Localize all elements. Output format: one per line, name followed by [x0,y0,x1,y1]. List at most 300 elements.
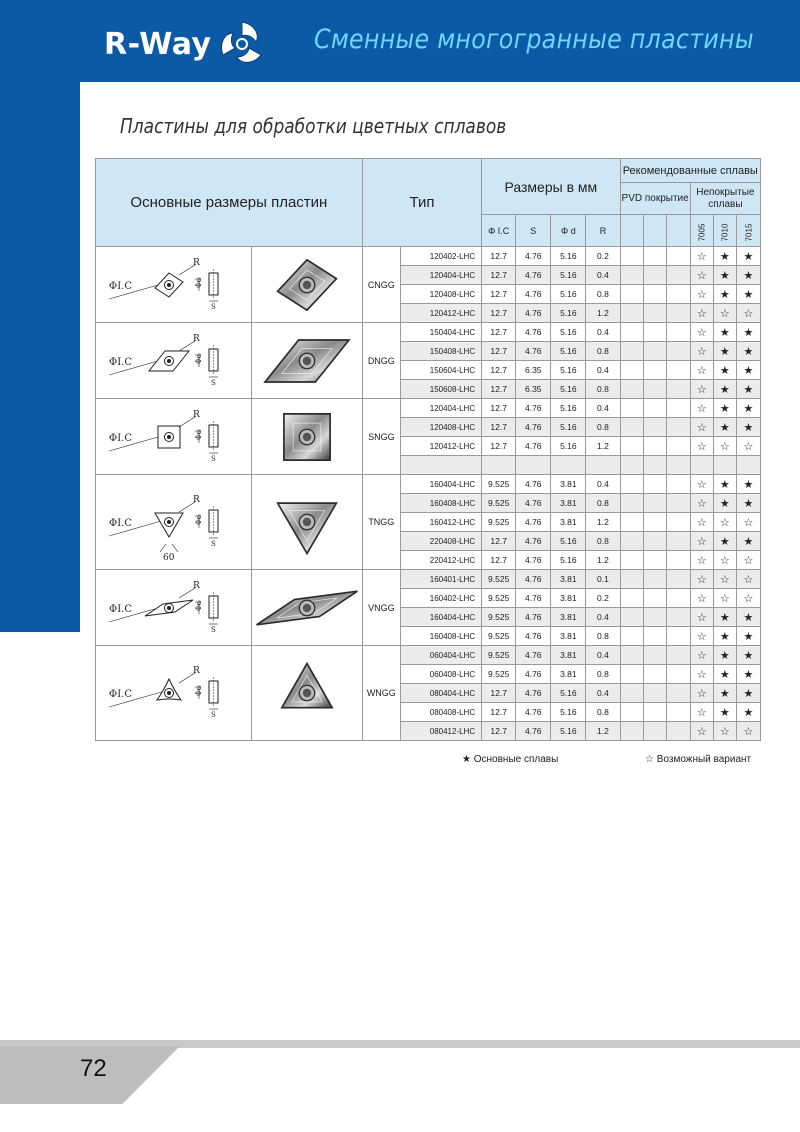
insert-code: 160408-LHC [400,494,481,513]
cell-pvd [666,532,690,551]
grade-mark: ☆ [713,304,736,323]
cell-r: 0.4 [586,475,620,494]
grade-mark: ☆ [690,418,713,437]
header-grade-7015 [736,215,760,247]
cell-pvd [643,323,666,342]
grade-mark: ★ [713,608,736,627]
cell-r: 0.4 [586,684,620,703]
cell-ic: 12.7 [482,304,516,323]
cell-s: 4.76 [516,494,551,513]
grade-label: 7010 [720,223,730,241]
insert-code: 080404-LHC [400,684,481,703]
cell-d: 3.81 [551,627,586,646]
cell-pvd [643,608,666,627]
inserts-table [95,158,761,741]
grade-mark: ★ [736,646,760,665]
grade-label: 7005 [697,223,707,241]
cell-pvd [666,570,690,589]
cell-d: 5.16 [551,285,586,304]
cell-ic: 12.7 [482,399,516,418]
grade-mark: ★ [736,285,760,304]
insert-code: 060408-LHC [400,665,481,684]
cell-pvd [666,589,690,608]
grade-mark: ☆ [690,437,713,456]
cell-pvd [620,475,643,494]
table-row [96,475,761,494]
cell-s: 4.76 [516,304,551,323]
cell-d: 5.16 [551,323,586,342]
cell-r: 0.8 [586,532,620,551]
cell-pvd [643,399,666,418]
svg-text:ΦI.C: ΦI.C [108,603,132,615]
header-title: Сменные многогранные пластины [314,24,754,55]
svg-text:R: R [192,666,200,676]
cell-r: 0.8 [586,703,620,722]
grade-mark: ☆ [690,399,713,418]
cell-r: 0.8 [586,418,620,437]
cell-d: 3.81 [551,513,586,532]
svg-text:Φd: Φd [194,277,203,288]
insert-code: 120402-LHC [400,247,481,266]
cell-d: 5.16 [551,380,586,399]
cell-s: 4.76 [516,323,551,342]
grade-mark: ★ [736,532,760,551]
insert-type: SNGG [362,399,400,475]
svg-text:Φd: Φd [194,514,203,525]
cell-pvd [666,380,690,399]
grade-mark: ☆ [690,589,713,608]
cell-ic: 9.525 [482,646,516,665]
cell-r: 1.2 [586,551,620,570]
cell-pvd [643,285,666,304]
svg-text:R: R [192,495,200,505]
header-pvd-blank [666,215,690,247]
cell-ic: 9.525 [482,627,516,646]
grade-mark: ☆ [690,532,713,551]
grade-mark: ★ [736,665,760,684]
cell-d [551,456,586,475]
insert-code: 220412-LHC [400,551,481,570]
header-s: S [516,215,551,247]
cell-pvd [620,304,643,323]
svg-text:Φd: Φd [194,353,203,364]
cell-pvd [620,380,643,399]
cell-r: 1.2 [586,437,620,456]
cell-pvd [620,722,643,741]
cell-pvd [620,247,643,266]
svg-text:S: S [210,302,216,311]
cell-r: 0.4 [586,399,620,418]
table-row [96,323,761,342]
grade-mark: ★ [736,266,760,285]
header-pvd-blank [620,215,643,247]
cell-pvd [666,418,690,437]
grade-mark: ★ [713,399,736,418]
cell-pvd [643,570,666,589]
cell-pvd [666,665,690,684]
insert-code: 150408-LHC [400,342,481,361]
cell-r: 0.8 [586,494,620,513]
cell-ic: 12.7 [482,323,516,342]
cell-pvd [643,589,666,608]
grade-mark: ☆ [690,627,713,646]
cell-ic [482,456,516,475]
cell-pvd [643,380,666,399]
grade-mark: ★ [713,361,736,380]
cell-d: 5.16 [551,684,586,703]
grade-mark: ☆ [690,285,713,304]
grade-mark: ☆ [690,703,713,722]
grade-mark: ★ [736,380,760,399]
header-type: Тип [362,159,481,247]
insert-code [400,456,481,475]
page-number: 72 [80,1055,107,1082]
cell-r: 0.8 [586,285,620,304]
vngg-dimension-drawing-icon [96,570,252,646]
insert-code: 120408-LHC [400,285,481,304]
svg-text:R: R [192,580,200,591]
grade-mark: ★ [713,532,736,551]
tngg-insert-icon [252,475,362,570]
insert-code: 160404-LHC [400,475,481,494]
cell-pvd [643,627,666,646]
cell-ic: 12.7 [482,342,516,361]
cell-pvd [666,361,690,380]
dngg-insert-icon [252,323,362,399]
cell-d: 3.81 [551,646,586,665]
cell-pvd [620,361,643,380]
grade-mark: ☆ [690,342,713,361]
cell-d: 3.81 [551,665,586,684]
dngg-dimension-drawing-icon [96,323,252,399]
cell-pvd [620,456,643,475]
grade-mark: ★ [736,684,760,703]
grade-mark: ★ [736,494,760,513]
insert-code: 120404-LHC [400,399,481,418]
grade-mark: ☆ [690,513,713,532]
cell-ic: 9.525 [482,608,516,627]
grade-mark: ★ [713,665,736,684]
cell-d: 3.81 [551,494,586,513]
brand-logo [104,22,268,66]
grade-mark: ★ [713,494,736,513]
cell-pvd [666,456,690,475]
table-row [96,247,761,266]
svg-text:Φd: Φd [194,429,203,440]
svg-text:S: S [210,711,216,719]
cell-d: 3.81 [551,475,586,494]
svg-text:ΦI.C: ΦI.C [108,518,132,529]
grade-mark: ★ [736,608,760,627]
cell-r: 1.2 [586,513,620,532]
cell-pvd [666,285,690,304]
cell-s: 4.76 [516,646,551,665]
cell-s: 4.76 [516,266,551,285]
cell-s: 4.76 [516,532,551,551]
cell-s: 4.76 [516,513,551,532]
insert-code: 120412-LHC [400,437,481,456]
cell-s: 4.76 [516,684,551,703]
grade-mark: ☆ [690,361,713,380]
cell-pvd [666,494,690,513]
grade-mark: ★ [713,475,736,494]
grade-mark: ★ [713,380,736,399]
grade-mark: ☆ [690,247,713,266]
cell-pvd [643,646,666,665]
grade-mark: ☆ [736,570,760,589]
cell-s: 6.35 [516,380,551,399]
cell-ic: 12.7 [482,266,516,285]
grade-mark: ☆ [690,323,713,342]
grade-mark: ☆ [713,513,736,532]
cell-pvd [666,551,690,570]
cell-r: 1.2 [586,304,620,323]
cell-pvd [643,722,666,741]
cell-ic: 9.525 [482,665,516,684]
cell-pvd [643,665,666,684]
cell-s: 4.76 [516,665,551,684]
svg-text:ΦI.C: ΦI.C [108,432,132,444]
cell-s: 4.76 [516,437,551,456]
cell-pvd [643,456,666,475]
grade-mark [713,456,736,475]
cell-pvd [666,342,690,361]
insert-code: 120404-LHC [400,266,481,285]
cell-pvd [620,703,643,722]
cell-pvd [643,342,666,361]
svg-text:R: R [192,257,200,268]
cell-pvd [666,437,690,456]
cell-r: 0.8 [586,627,620,646]
grade-mark: ★ [713,684,736,703]
grade-mark: ☆ [713,589,736,608]
cell-pvd [643,266,666,285]
cell-pvd [620,608,643,627]
cell-r: 1.2 [586,722,620,741]
cell-r: 0.8 [586,342,620,361]
svg-text:S: S [210,454,216,463]
cell-pvd [666,703,690,722]
grade-mark: ☆ [736,551,760,570]
cell-pvd [620,684,643,703]
header-main-dimensions: Основные размеры пластин [96,159,363,247]
cell-pvd [620,665,643,684]
grade-mark: ☆ [736,437,760,456]
cell-pvd [620,513,643,532]
tngg-dimension-drawing-icon [96,475,252,570]
cell-s: 4.76 [516,722,551,741]
legend-main-alloys: ★ Основные сплавы [462,754,559,765]
svg-text:ΦI.C: ΦI.C [108,356,132,368]
cell-pvd [643,532,666,551]
grade-mark: ☆ [690,608,713,627]
grade-mark: ☆ [690,665,713,684]
legend-possible-option: ☆ Возможный вариант [645,754,752,765]
cell-pvd [666,722,690,741]
insert-code: 220408-LHC [400,532,481,551]
svg-text:R: R [192,333,200,344]
cell-ic: 12.7 [482,361,516,380]
grade-mark: ☆ [690,304,713,323]
cell-ic: 12.7 [482,532,516,551]
cell-d: 3.81 [551,570,586,589]
grade-mark: ☆ [713,437,736,456]
side-band [0,82,80,632]
header-d: Φ d [551,215,586,247]
cell-s: 6.35 [516,361,551,380]
grade-mark: ☆ [736,589,760,608]
cell-pvd [666,399,690,418]
cell-pvd [643,684,666,703]
cell-pvd [666,608,690,627]
cell-ic: 9.525 [482,513,516,532]
grade-mark: ☆ [736,513,760,532]
cell-d: 5.16 [551,342,586,361]
header-pvd: PVD покрытие [620,183,690,215]
angle-label: 60 [162,553,175,563]
insert-code: 080412-LHC [400,722,481,741]
cell-pvd [643,361,666,380]
cell-r: 0.2 [586,589,620,608]
grade-mark: ☆ [690,380,713,399]
cell-ic: 9.525 [482,494,516,513]
insert-code: 160408-LHC [400,627,481,646]
insert-code: 120408-LHC [400,418,481,437]
insert-type: TNGG [362,475,400,570]
cell-pvd [643,304,666,323]
grade-mark: ☆ [736,722,760,741]
cell-d: 5.16 [551,399,586,418]
insert-code: 160402-LHC [400,589,481,608]
insert-type: VNGG [362,570,400,646]
cell-pvd [666,684,690,703]
table-row [96,646,761,665]
grade-mark: ★ [713,418,736,437]
insert-code: 120412-LHC [400,304,481,323]
grade-mark: ★ [713,323,736,342]
page-subtitle: Пластины для обработки цветных сплавов [120,114,507,138]
cell-pvd [620,323,643,342]
svg-text:R: R [192,409,200,420]
cell-pvd [620,532,643,551]
header-r: R [586,215,620,247]
cell-ic: 9.525 [482,570,516,589]
cell-d: 5.16 [551,532,586,551]
cell-pvd [620,266,643,285]
cell-r: 0.8 [586,380,620,399]
svg-text:Φd: Φd [194,600,203,611]
cell-pvd [643,437,666,456]
grade-mark: ★ [736,323,760,342]
cell-pvd [620,646,643,665]
grade-mark: ☆ [713,722,736,741]
cell-pvd [666,266,690,285]
sngg-dimension-drawing-icon [96,399,252,475]
svg-text:S: S [210,625,216,634]
cell-r: 0.4 [586,266,620,285]
grade-mark: ☆ [690,684,713,703]
grade-mark: ★ [736,418,760,437]
header-grade-7010 [713,215,736,247]
cell-pvd [620,437,643,456]
grade-mark: ☆ [690,494,713,513]
cngg-dimension-drawing-icon [96,247,252,323]
cell-s: 4.76 [516,703,551,722]
cell-pvd [643,418,666,437]
svg-text:ΦI.C: ΦI.C [108,689,132,700]
cell-r: 0.1 [586,570,620,589]
insert-code: 150608-LHC [400,380,481,399]
cell-r [586,456,620,475]
cell-pvd [620,627,643,646]
cell-pvd [666,247,690,266]
cell-r: 0.2 [586,247,620,266]
cell-ic: 9.525 [482,589,516,608]
cell-ic: 12.7 [482,703,516,722]
logo-text: R-Way [104,26,212,62]
grade-mark [736,456,760,475]
grade-mark: ☆ [690,266,713,285]
grade-mark: ★ [713,266,736,285]
grade-mark [690,456,713,475]
cell-pvd [666,323,690,342]
cell-d: 5.16 [551,247,586,266]
vngg-insert-icon [252,570,362,646]
insert-code: 150604-LHC [400,361,481,380]
cell-r: 0.4 [586,608,620,627]
cell-ic: 12.7 [482,380,516,399]
grade-mark: ★ [713,646,736,665]
cell-s: 4.76 [516,570,551,589]
cell-d: 5.16 [551,703,586,722]
cell-s: 4.76 [516,247,551,266]
cell-s: 4.76 [516,551,551,570]
grade-mark: ☆ [690,570,713,589]
cell-ic: 9.525 [482,475,516,494]
header-ic: Φ I.C [482,215,516,247]
grade-mark: ☆ [690,475,713,494]
cell-pvd [643,551,666,570]
grade-label: 7015 [743,223,753,241]
header-dimensions-mm: Размеры в мм [482,159,620,215]
cell-pvd [643,475,666,494]
cell-pvd [620,285,643,304]
cngg-insert-icon [252,247,362,323]
cell-ic: 12.7 [482,684,516,703]
cell-d: 5.16 [551,551,586,570]
svg-text:S: S [210,540,216,548]
insert-code: 150404-LHC [400,323,481,342]
wngg-insert-icon [252,646,362,741]
grade-mark: ★ [736,342,760,361]
cell-ic: 12.7 [482,551,516,570]
grade-mark: ★ [736,475,760,494]
insert-type: DNGG [362,323,400,399]
cell-pvd [620,570,643,589]
table-body [96,247,761,741]
grade-mark: ☆ [736,304,760,323]
cell-pvd [666,646,690,665]
cell-d: 5.16 [551,437,586,456]
cell-pvd [620,342,643,361]
header-pvd-blank [643,215,666,247]
svg-text:ΦI.C: ΦI.C [108,280,132,292]
grade-mark: ★ [736,247,760,266]
insert-type: CNGG [362,247,400,323]
cell-pvd [666,513,690,532]
wngg-dimension-drawing-icon [96,646,252,741]
grade-mark: ★ [713,247,736,266]
